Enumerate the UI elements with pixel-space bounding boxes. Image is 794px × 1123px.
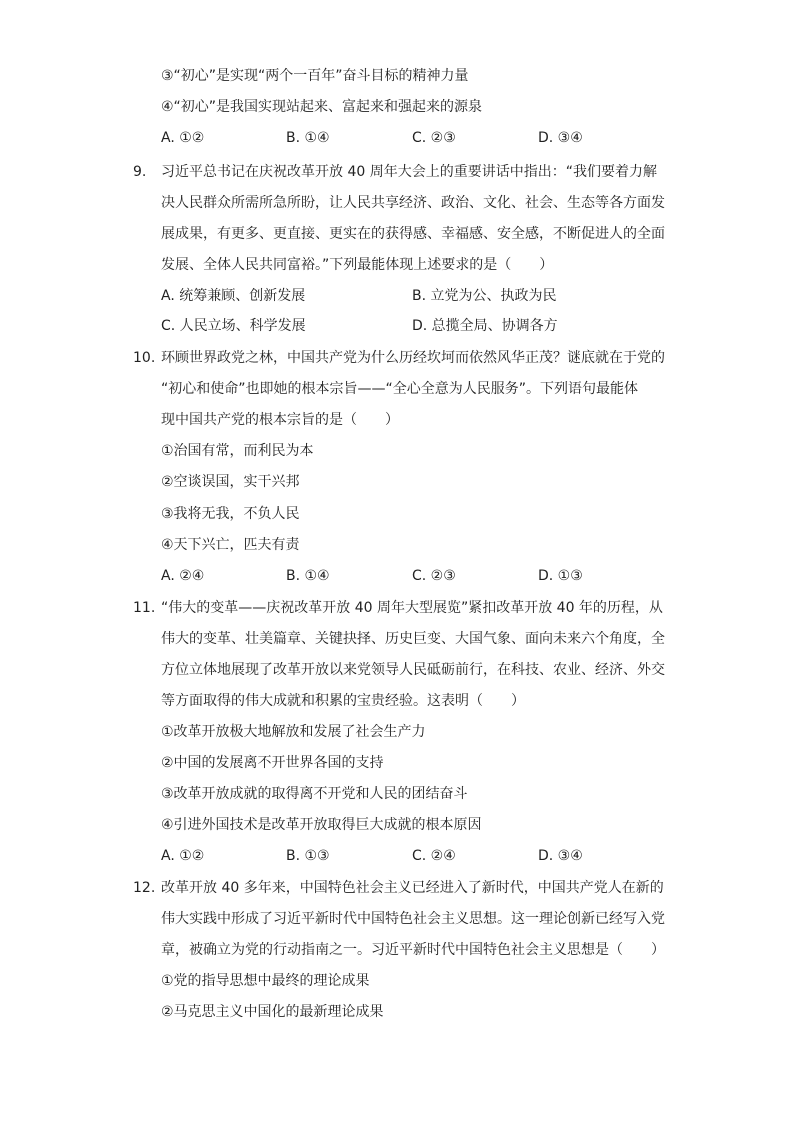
q11-option-b: B. ①③ [286,848,330,864]
q9-option-b: B. 立党为公、执政为民 [412,288,557,304]
q12-number: 12. [133,880,156,896]
q11-option-a: A. ①② [161,848,205,864]
q10-stem-line-3: 现中国共产党的根本宗旨的是（ ） [161,412,399,428]
q10-statement-3: ③我将无我，不负人民 [161,506,300,522]
q9-stem-line-2: 决人民群众所需所急所盼，让人民共享经济、政治、文化、社会、生态等各方面发 [161,195,665,211]
q11-statement-1: ①改革开放极大地解放和发展了社会生产力 [161,724,426,740]
q11-statement-4: ④引进外国技术是改革开放取得巨大成就的根本原因 [161,817,482,833]
q10-number: 10. [133,350,156,366]
q8-option-c: C. ②③ [412,130,456,146]
q11-statement-2: ②中国的发展离不开世界各国的支持 [161,755,384,771]
q9-number: 9. [133,164,147,180]
q10-option-d: D. ①③ [538,568,583,584]
q12-stem-line-1: 改革开放 40 多年来，中国特色社会主义已经进入了新时代，中国共产党人在新的 [161,880,664,896]
q11-stem-line-1: “伟大的变革——庆祝改革开放 40 周年大型展览”紧扣改革开放 40 年的历程，从 [161,600,663,616]
q9-option-d: D. 总揽全局、协调各方 [412,318,558,334]
q10-option-b: B. ①④ [286,568,330,584]
q12-stem-line-2: 伟大实践中形成了习近平新时代中国特色社会主义思想。这一理论创新已经写入党 [161,911,665,927]
q8-statement-3: ③“初心”是实现“两个一百年”奋斗目标的精神力量 [161,68,469,84]
q8-option-d: D. ③④ [538,130,583,146]
q10-statement-4: ④天下兴亡，匹夫有责 [161,537,300,553]
q9-stem-line-4: 发展、全体人民共同富裕。”下列最能体现上述要求的是（ ） [161,257,554,273]
q9-stem-line-1: 习近平总书记在庆祝改革开放 40 周年大会上的重要讲话中指出：“我们要着力解 [161,164,657,180]
q10-statement-2: ②空谈误国，实干兴邦 [161,474,300,490]
q11-stem-line-2: 伟大的变革、壮美篇章、关键抉择、历史巨变、大国气象、面向未来六个角度，全 [161,631,665,647]
q10-statement-1: ①治国有常，而利民为本 [161,443,314,459]
q8-option-b: B. ①④ [286,130,330,146]
q12-statement-1: ①党的指导思想中最终的理论成果 [161,973,370,989]
q11-number: 11. [133,600,156,616]
q8-statement-4: ④“初心”是我国实现站起来、富起来和强起来的源泉 [161,99,483,115]
q12-stem-line-3: 章，被确立为党的行动指南之一。习近平新时代中国特色社会主义思想是（ ） [161,942,665,958]
q10-option-c: C. ②③ [412,568,456,584]
q11-option-d: D. ③④ [538,848,583,864]
q9-option-c: C. 人民立场、科学发展 [161,318,306,334]
q11-stem-line-4: 等方面取得的伟大成就和积累的宝贵经验。这表明（ ） [161,693,525,709]
q11-option-c: C. ②④ [412,848,456,864]
q11-statement-3: ③改革开放成就的取得离不开党和人民的团结奋斗 [161,786,468,802]
q10-stem-line-2: “初心和使命”也即她的根本宗旨——“全心全意为人民服务”。下列语句最能体 [161,381,639,397]
q10-stem-line-1: 环顾世界政党之林，中国共产党为什么历经坎坷而依然风华正茂？谜底就在于党的 [161,350,665,366]
q12-statement-2: ②马克思主义中国化的最新理论成果 [161,1004,384,1020]
q8-option-a: A. ①② [161,130,205,146]
q10-option-a: A. ②④ [161,568,205,584]
q9-option-a: A. 统筹兼顾、创新发展 [161,288,306,304]
q9-stem-line-3: 展成果，有更多、更直接、更实在的获得感、幸福感、安全感，不断促进人的全面 [161,226,665,242]
q11-stem-line-3: 方位立体地展现了改革开放以来党领导人民砥砺前行，在科技、农业、经济、外交 [161,662,665,678]
